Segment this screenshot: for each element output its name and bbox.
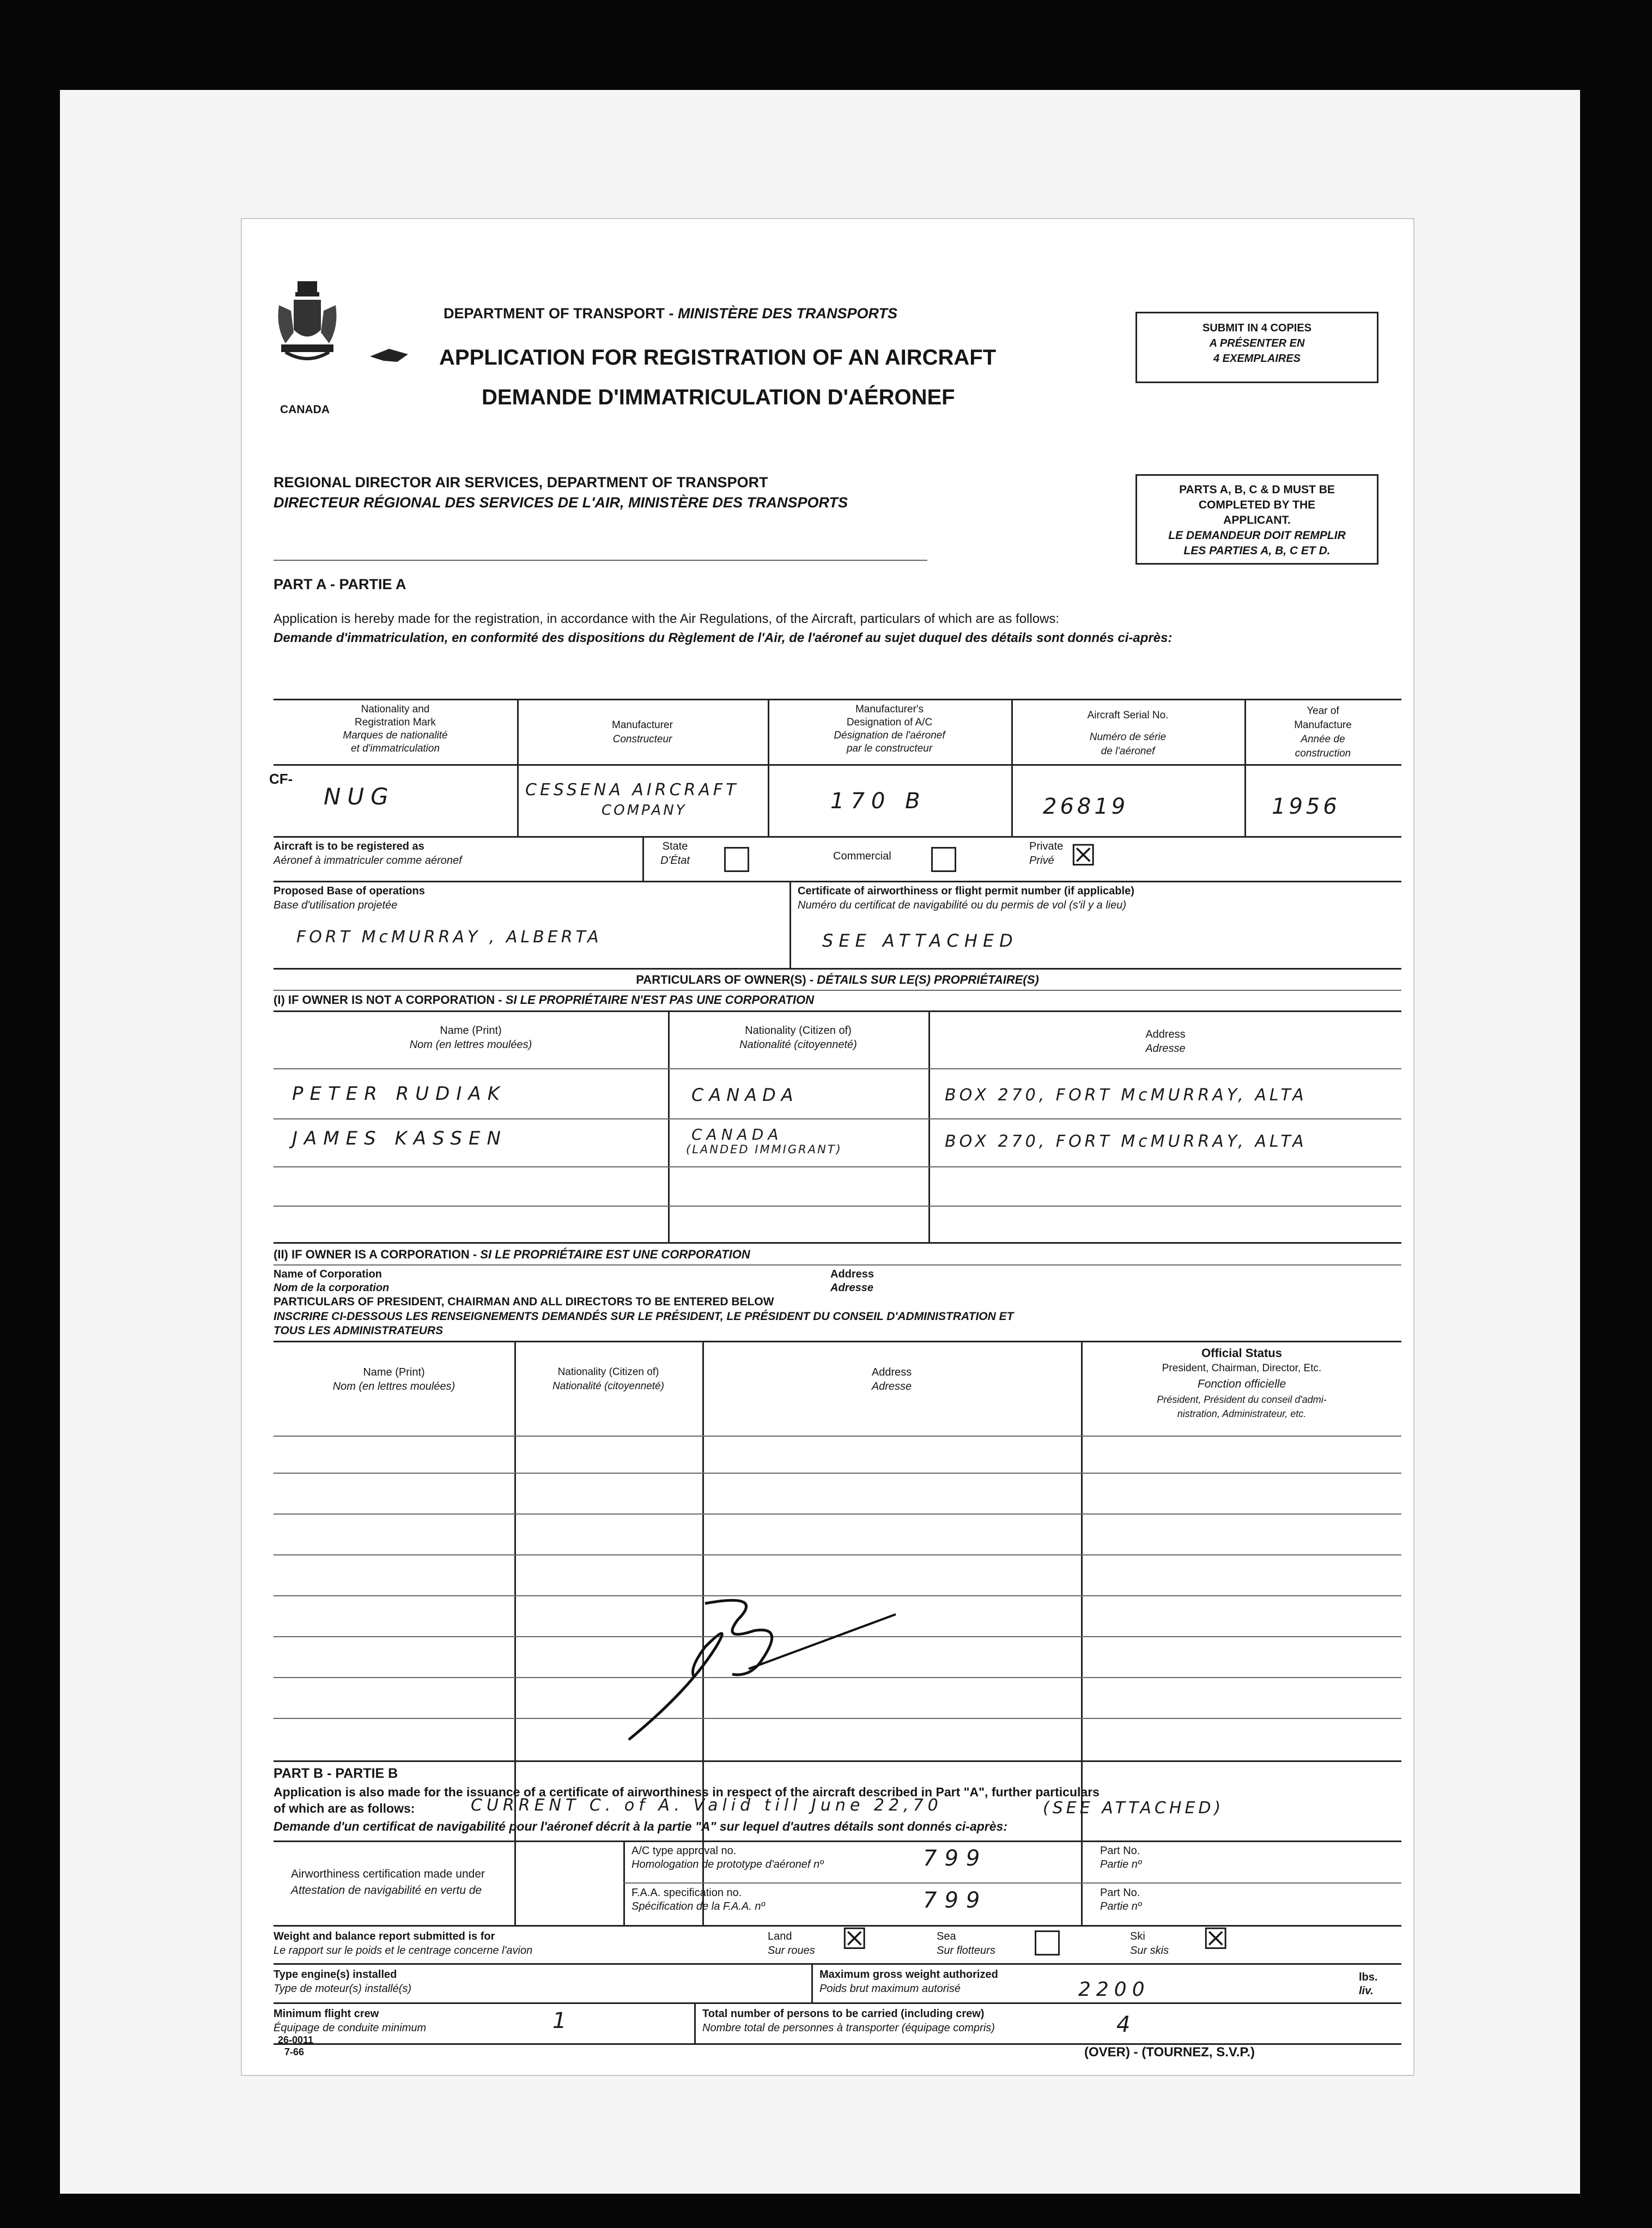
airworthiness-label-en: Airworthiness certification made under [291, 1868, 485, 1880]
director-name-header-fr: Nom (en lettres moulées) [332, 1381, 455, 1393]
lbs-label-en: lbs. [1359, 1971, 1378, 1983]
sea-label-en: Sea [937, 1930, 956, 1942]
table-rule [274, 1436, 1401, 1437]
director-name-header-en: Name (Print) [363, 1366, 425, 1378]
owner-2-address[interactable]: BOX 270, FORT McMURRAY, ALTA [945, 1132, 1307, 1151]
part-b-handwritten-note-2[interactable]: (SEE ATTACHED) [1043, 1799, 1224, 1818]
part-a-intro-fr: Demande d'immatriculation, en conformité des dispositions du Règlement de l'Air, de l'aéronef au sujet duquel des détails sont donnés ci-après: [274, 631, 1173, 645]
directors-heading-fr-2: TOUS LES ADMINISTRATEURS [274, 1324, 444, 1337]
table-rule [274, 836, 1401, 838]
table-rule [274, 1166, 1401, 1167]
part-b-handwritten-note[interactable]: CURRENT C. of A. Valid till June 22,70 [471, 1796, 943, 1815]
parts-must-be-completed-box [1135, 474, 1378, 565]
submit-line-2: A PRÉSENTER EN [1209, 337, 1305, 349]
table-rule [623, 1882, 1401, 1884]
owner-1-nationality[interactable]: CANADA [691, 1085, 799, 1105]
table-rule [274, 881, 1401, 882]
country-label: CANADA [280, 403, 330, 416]
base-label-en: Proposed Base of operations [274, 885, 425, 897]
parts-line-3: APPLICANT. [1223, 514, 1291, 526]
corporation-name-label-fr: Nom de la corporation [274, 1282, 390, 1294]
part-b-intro-fr: Demande d'un certificat de navigabilité pour l'aéronef décrit à la partie "A" sur lequel d'autres détails sont donnés ci-après: [274, 1819, 1007, 1833]
part-no-label-2-en: Part No. [1100, 1887, 1140, 1899]
owner-nationality-header-fr: Nationalité (citoyenneté) [739, 1039, 857, 1051]
total-persons-label-fr: Nombre total de personnes à transporter (équipage compris) [702, 2022, 995, 2034]
table-rule [274, 1760, 1401, 1762]
table-divider [514, 1341, 516, 1927]
engine-type-label-fr: Type de moteur(s) installé(s) [274, 1983, 412, 1995]
regional-director-fr: DIRECTEUR RÉGIONAL DES SERVICES DE L'AIR, MINISTÈRE DES TRANSPORTS [274, 494, 848, 511]
private-label-en: Private [1029, 840, 1064, 852]
table-divider [694, 2002, 696, 2043]
over-label: (OVER) - (TOURNEZ, S.V.P.) [1084, 2045, 1255, 2060]
manufacturer-value-line1[interactable]: CESSENA AIRCRAFT [525, 780, 739, 800]
registration-mark-value[interactable]: NUG [324, 783, 395, 810]
commercial-checkbox[interactable] [931, 847, 956, 872]
part-a-heading: PART A - PARTIE A [274, 576, 406, 592]
min-crew-value[interactable]: 1 [552, 2008, 573, 2033]
state-checkbox[interactable] [724, 847, 749, 872]
owner-name-header-fr: Nom (en lettres moulées) [409, 1039, 532, 1051]
min-crew-label-fr: Équipage de conduite minimum [274, 2022, 427, 2034]
state-label-en: State [662, 840, 688, 852]
owner-nationality-header-en: Nationality (Citizen of) [745, 1025, 852, 1037]
submit-copies-box [1135, 312, 1378, 383]
corporation-heading: (II) IF OWNER IS A CORPORATION - SI LE PROPRIÉTAIRE EST UNE CORPORATION [274, 1248, 750, 1261]
owner-1-name[interactable]: PETER RUDIAK [292, 1083, 506, 1105]
owner-name-header-en: Name (Print) [440, 1025, 502, 1037]
registered-as-fr: Aéronef à immatriculer comme aéronef [274, 855, 462, 867]
table-rule [274, 764, 1401, 766]
table-rule [274, 1963, 1401, 1965]
owner-address-header-fr: Adresse [1145, 1043, 1186, 1055]
col-header-serial: Aircraft Serial No. Numéro de série de l'aéronef [1087, 710, 1169, 757]
department-label: DEPARTMENT OF TRANSPORT - MINISTÈRE DES TRANSPORTS [444, 305, 898, 322]
parts-line-2: COMPLETED BY THE [1198, 499, 1316, 511]
table-rule [274, 1473, 1401, 1474]
table-rule [274, 2002, 1401, 2004]
signature-drawing [623, 1582, 907, 1745]
ac-type-approval-label-en: A/C type approval no. [631, 1845, 737, 1857]
director-nationality-header-en: Nationality (Citizen of) [557, 1366, 659, 1378]
form-date: 7-66 [284, 2047, 305, 2057]
private-checkbox-checked[interactable]: ☒ [1070, 839, 1097, 872]
table-rule [274, 699, 1401, 700]
lbs-label-fr: liv. [1359, 1985, 1374, 1997]
faa-spec-label-en: F.A.A. specification no. [631, 1887, 742, 1899]
year-value[interactable]: 1956 [1272, 794, 1340, 819]
part-b-intro-en-2: of which are as follows: [274, 1801, 415, 1815]
submit-line-3: 4 EXEMPLAIRES [1213, 353, 1301, 365]
owner-address-header-en: Address [1145, 1028, 1186, 1040]
designation-value[interactable]: 170 B [830, 789, 927, 814]
regional-director-en: REGIONAL DIRECTOR AIR SERVICES, DEPARTMENT OF TRANSPORT [274, 474, 768, 491]
parts-line-1: PARTS A, B, C & D MUST BE [1179, 483, 1335, 496]
table-divider [1081, 1341, 1083, 1927]
status-header-1: Official Status [1201, 1346, 1282, 1360]
part-no-label-en: Part No. [1100, 1845, 1140, 1857]
table-rule [274, 990, 1401, 991]
min-crew-label-en: Minimum flight crew [274, 2008, 379, 2020]
part-no-label-2-fr: Partie nº [1100, 1900, 1142, 1912]
cf-prefix: CF- [269, 771, 293, 787]
application-form [241, 218, 1414, 2076]
sea-checkbox[interactable] [1035, 1930, 1060, 1955]
part-b-intro-en: Application is also made for the issuance of a certificate of airworthiness in respect of the aircraft described in Part "A", further particulars [274, 1785, 1100, 1799]
director-nationality-header-fr: Nationalité (citoyenneté) [552, 1381, 664, 1392]
land-checkbox-checked[interactable]: ☒ [841, 1923, 868, 1955]
part-a-intro-en: Application is hereby made for the registration, in accordance with the Air Regulations, of the Aircraft, particulars of which are as follows: [274, 612, 1060, 626]
status-header-4: Président, Président du conseil d'admi- [1157, 1394, 1327, 1405]
table-rule [274, 1341, 1401, 1342]
ski-checkbox-checked[interactable]: ☒ [1202, 1923, 1229, 1955]
private-label-fr: Privé [1029, 855, 1054, 867]
status-header-2: President, Chairman, Director, Etc. [1162, 1363, 1322, 1374]
address-line [274, 560, 927, 561]
table-rule [274, 1513, 1401, 1515]
ac-type-approval-value[interactable]: 799 [923, 1846, 988, 1871]
base-of-operations-value[interactable]: FORT McMURRAY , ALBERTA [296, 928, 602, 947]
max-gross-weight-label-en: Maximum gross weight authorized [819, 1969, 998, 1981]
submit-line-1: SUBMIT IN 4 COPIES [1202, 322, 1312, 334]
owner-2-nationality[interactable]: CANADA [691, 1125, 783, 1143]
col-header-year: Year of Manufacture Année de construction [1294, 705, 1352, 759]
ski-label-en: Ski [1130, 1930, 1145, 1942]
table-rule [274, 1206, 1401, 1207]
certificate-label-en: Certificate of airworthiness or flight permit number (if applicable) [798, 885, 1134, 897]
owner-2-name[interactable]: JAMES KASSEN [292, 1128, 507, 1149]
table-rule [274, 1068, 1401, 1069]
corporation-address-label-fr: Adresse [830, 1282, 873, 1294]
col-header-designation: Manufacturer's Designation of A/C Désignation de l'aéronef par le constructeur [834, 704, 945, 754]
director-address-header-en: Address [871, 1366, 912, 1378]
sea-label-fr: Sur flotteurs [937, 1945, 995, 1957]
table-rule [274, 1554, 1401, 1555]
owner-2-nationality-note[interactable]: (LANDED IMMIGRANT) [686, 1143, 842, 1156]
form-title-fr: DEMANDE D'IMMATRICULATION D'AÉRONEF [482, 385, 955, 409]
base-label-fr: Base d'utilisation projetée [274, 899, 398, 911]
not-corporation-heading: (I) IF OWNER IS NOT A CORPORATION - SI LE PROPRIÉTAIRE N'EST PAS UNE CORPORATION [274, 993, 815, 1007]
table-rule [274, 1264, 1401, 1266]
serial-value[interactable]: 26819 [1043, 794, 1129, 819]
directors-heading-en: PARTICULARS OF PRESIDENT, CHAIRMAN AND ALL DIRECTORS TO BE ENTERED BELOW [274, 1295, 774, 1308]
max-gross-weight-value[interactable]: 2200 [1078, 1978, 1150, 2001]
part-b-heading: PART B - PARTIE B [274, 1766, 398, 1781]
table-rule [274, 968, 1401, 970]
col-header-manufacturer: Manufacturer Constructeur [612, 719, 673, 745]
faa-spec-value[interactable]: 799 [923, 1888, 988, 1913]
table-rule [274, 1010, 1401, 1012]
engine-type-label-en: Type engine(s) installed [274, 1969, 397, 1981]
airworthiness-label-fr: Attestation de navigabilité en vertu de [291, 1884, 482, 1897]
manufacturer-value-line2[interactable]: COMPANY [602, 802, 687, 819]
table-rule [274, 1242, 1401, 1244]
state-label-fr: D'État [660, 855, 690, 867]
parts-line-5: LES PARTIES A, B, C ET D. [1183, 544, 1331, 557]
director-address-header-fr: Adresse [871, 1381, 912, 1393]
commercial-label: Commercial [833, 850, 891, 862]
table-rule [274, 1118, 1401, 1119]
faa-spec-label-fr: Spécification de la F.A.A. nº [631, 1900, 765, 1912]
status-header-3: Fonction officielle [1197, 1378, 1286, 1390]
corporation-name-label-en: Name of Corporation [274, 1268, 382, 1280]
ski-label-fr: Sur skis [1130, 1945, 1169, 1957]
form-number: 26-0011 [278, 2035, 314, 2045]
owner-1-address[interactable]: BOX 270, FORT McMURRAY, ALTA [945, 1086, 1307, 1105]
table-divider [789, 881, 791, 968]
table-rule [274, 1840, 1401, 1842]
canada-coat-of-arms-icon [275, 278, 340, 371]
parts-line-4: LE DEMANDEUR DOIT REMPLIR [1168, 529, 1346, 542]
corporation-address-label-en: Address [830, 1268, 874, 1280]
ac-type-approval-label-fr: Homologation de prototype d'aéronef nº [631, 1858, 824, 1870]
registered-as-en: Aircraft is to be registered as [274, 840, 424, 852]
part-no-label-fr: Partie nº [1100, 1858, 1142, 1870]
status-header-5: nistration, Administrateur, etc. [1177, 1408, 1307, 1419]
table-divider [642, 836, 644, 881]
table-divider [811, 1963, 813, 2002]
weight-balance-label-fr: Le rapport sur le poids et le centrage concerne l'avion [274, 1945, 533, 1957]
land-label-en: Land [768, 1930, 792, 1942]
max-gross-weight-label-fr: Poids brut maximum autorisé [819, 1983, 961, 1995]
col-header-registration: Nationality and Registration Mark Marques de nationalité et d'immatriculation [343, 704, 448, 754]
weight-balance-label-en: Weight and balance report submitted is for [274, 1930, 495, 1942]
total-persons-label-en: Total number of persons to be carried (including crew) [702, 2008, 985, 2020]
land-label-fr: Sur roues [768, 1945, 815, 1957]
certificate-label-fr: Numéro du certificat de navigabilité ou du permis de vol (s'il y a lieu) [798, 899, 1126, 911]
table-rule [274, 1925, 1401, 1927]
directors-heading-fr-1: INSCRIRE CI-DESSOUS LES RENSEIGNEMENTS DEMANDÉS SUR LE PRÉSIDENT, LE PRÉSIDENT DU CONSEIL D'ADMINISTRATION ET [274, 1310, 1014, 1323]
certificate-value[interactable]: SEE ATTACHED [822, 930, 1018, 951]
total-persons-value[interactable]: 4 [1116, 2012, 1137, 2037]
form-title-en: APPLICATION FOR REGISTRATION OF AN AIRCRAFT [439, 346, 997, 370]
maple-leaf-mark-icon [367, 344, 411, 366]
owners-heading: PARTICULARS OF OWNER(S) - DÉTAILS SUR LE(S) PROPRIÉTAIRE(S) [636, 973, 1039, 986]
